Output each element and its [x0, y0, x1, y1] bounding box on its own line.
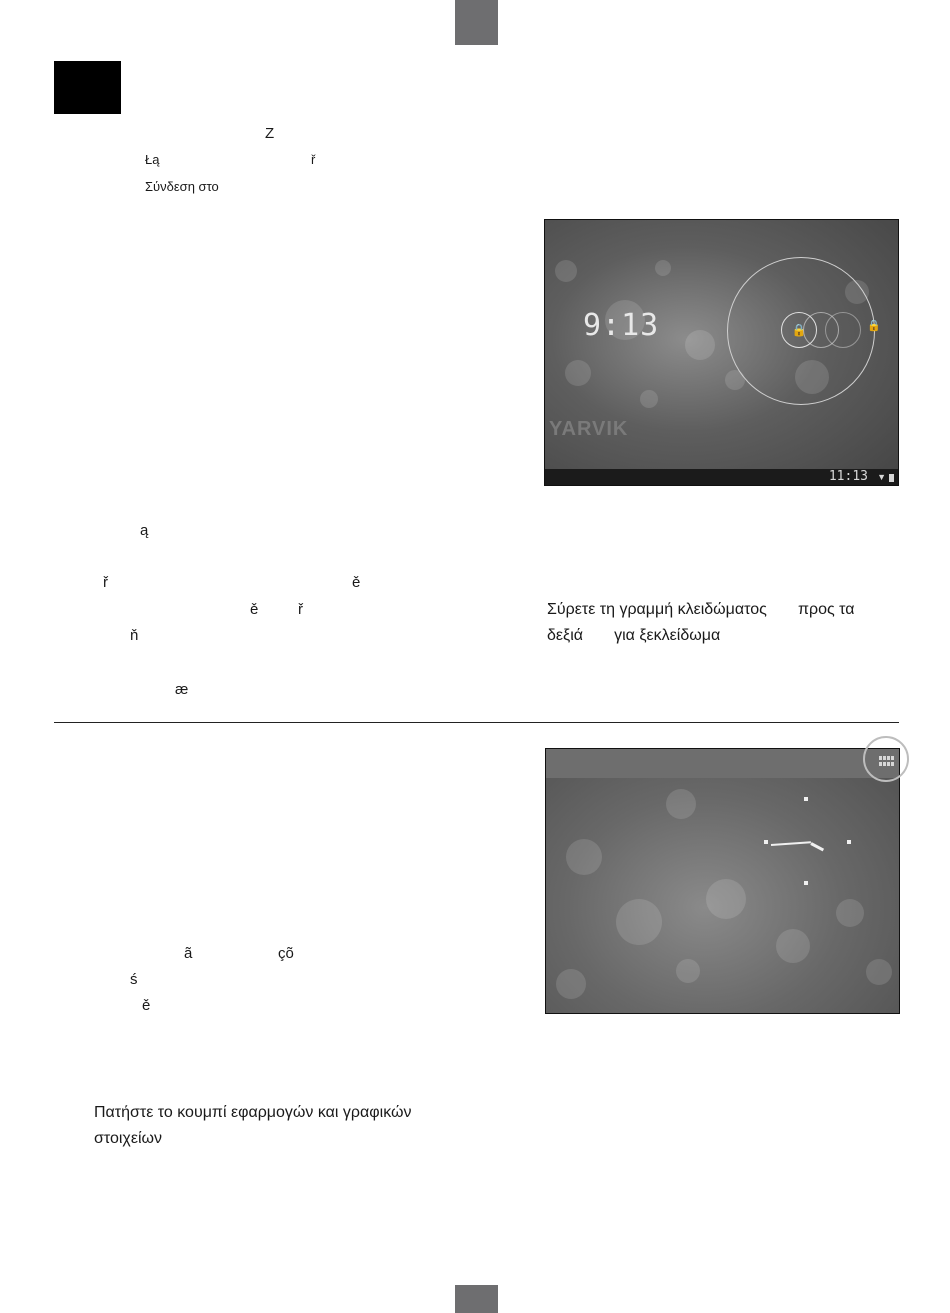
- header-line1-a: Łą: [145, 152, 160, 167]
- caption-lock-line2: δεξιά για ξεκλείδωμα: [547, 627, 721, 644]
- text-fragment: ś: [130, 971, 138, 988]
- header-line2: Σύνδεση στο: [145, 179, 219, 194]
- section-marker-block: [54, 61, 121, 114]
- page-tab-bottom: [455, 1285, 498, 1313]
- page-tab-top: [455, 0, 498, 45]
- home-screen-screenshot: [545, 748, 900, 1014]
- text-fragment: ã: [184, 945, 193, 962]
- caption-lock-line1: Σύρετε τη γραμμή κλειδώματος προς τα: [547, 601, 855, 618]
- lock-screen-screenshot: [544, 219, 899, 486]
- padlock-icon: 🔒: [791, 323, 807, 337]
- text-fragment: æ: [175, 681, 189, 698]
- text-fragment: ě: [352, 574, 361, 591]
- brand-watermark: YARVIK: [549, 418, 629, 440]
- header-line1-b: ř: [311, 152, 316, 167]
- battery-icon: [889, 474, 894, 482]
- text-fragment: ą: [140, 522, 149, 539]
- home-top-bar: [546, 749, 899, 778]
- lock-clock: 9:13: [583, 308, 660, 343]
- header-char-z: Z: [265, 125, 275, 142]
- caption-apps-line1: Πατήστε το κουμπί εφαρμογών και γραφικών: [94, 1104, 412, 1121]
- text-fragment: ň: [130, 627, 139, 644]
- padlock-icon: 🔒: [867, 320, 881, 332]
- text-fragment: ě: [142, 997, 151, 1014]
- unlock-trail-2: [825, 312, 861, 348]
- text-fragment: ř: [298, 601, 303, 618]
- text-fragment: çõ: [278, 945, 294, 962]
- section-divider: [54, 722, 899, 723]
- wifi-icon: ▼: [877, 472, 886, 482]
- analog-clock-icon[interactable]: [761, 797, 851, 887]
- caption-apps-line2: στοιχείων: [94, 1130, 162, 1147]
- status-time: 11:13: [828, 469, 868, 484]
- text-fragment: ř: [103, 574, 108, 591]
- apps-grid-icon[interactable]: [879, 756, 895, 766]
- text-fragment: ě: [250, 601, 259, 618]
